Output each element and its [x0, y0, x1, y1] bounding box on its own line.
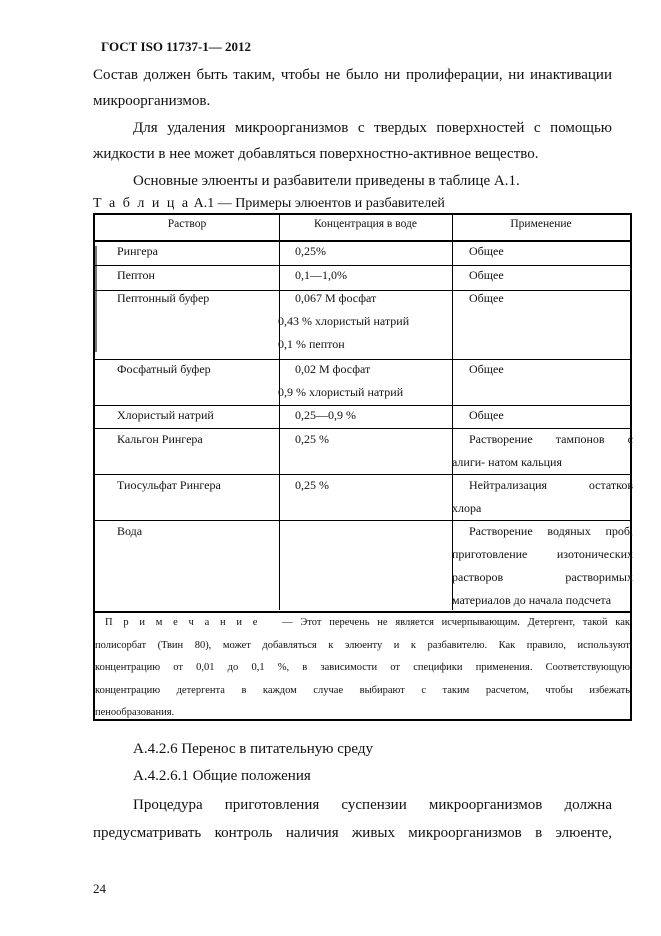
cell-solution: Пептонный буфер: [117, 291, 210, 305]
paragraph-removal-line1: Для удаления микроорганизмов с твердых поверхностей с помощью: [133, 120, 612, 136]
section-heading-transfer: А.4.2.6 Перенос в питательную среду: [133, 741, 373, 757]
cell-solution: Рингера: [117, 244, 158, 258]
column-header-use: Применение: [510, 218, 572, 230]
header-rule: [95, 240, 630, 242]
row-rule: [95, 265, 630, 266]
cell-use: Растворение тампонов с: [469, 432, 633, 446]
cell-concentration: 0,43 % хлористый натрий: [278, 314, 410, 328]
page-number: 24: [93, 881, 106, 896]
paragraph-removal-line2: жидкости в нее может добавляться поверхностно-активное вещество.: [93, 146, 539, 162]
cell-concentration: 0,25—0,9 %: [295, 408, 356, 422]
paragraph-composition-line2: микроорганизмов.: [93, 93, 211, 109]
cell-use: растворов растворимых: [452, 570, 633, 584]
eluents-table: [93, 213, 632, 721]
note-line: концентрацию детергента в каждом случае выбирают с таким расчетом, чтобы избежать: [95, 684, 630, 696]
note-line: концентрацию от 0,01 до 0,1 %, в зависимости от специфики применения. Соответствующую: [95, 662, 630, 673]
cell-concentration: 0,1—1,0%: [295, 268, 347, 282]
note-line: [95, 612, 630, 635]
cell-use: материалов до начала подсчета: [452, 593, 612, 607]
note-line: пенообразования.: [95, 707, 175, 718]
cell-concentration: 0,1 % пептон: [278, 337, 345, 351]
cell-use: Растворение водяных проб,: [469, 524, 633, 538]
cell-use: приготовление изотонических: [452, 547, 633, 561]
note-text: — Этот перечень не является исчерпывающим. Детергент, такой как: [282, 617, 630, 628]
column-header-concentration: Концентрация в воде: [314, 218, 417, 230]
note-label: П р и м е ч а н и е: [105, 617, 259, 628]
cell-use: Общее: [469, 408, 504, 422]
cell-use: алиги- натом кальция: [452, 455, 562, 469]
cell-concentration: 0,25 %: [295, 478, 329, 492]
section-heading-general: А.4.2.6.1 Общие положения: [133, 768, 311, 784]
paragraph-composition-line1: Состав должен быть таким, чтобы не было ни пролиферации, ни инактивации: [93, 67, 612, 83]
cell-use: хлора: [452, 501, 482, 515]
column-header-solution: Раствор: [167, 218, 207, 230]
table-caption: [93, 196, 445, 212]
document-header: ГОСТ ISO 11737-1— 2012: [101, 39, 252, 54]
cell-concentration: 0,067 М фосфат: [295, 291, 377, 305]
cell-use: Общее: [469, 268, 504, 282]
cell-solution: Кальгон Рингера: [117, 432, 203, 446]
paragraph-procedure-line1: Процедура приготовления суспензии микроорганизмов должна: [133, 797, 612, 813]
cell-solution: Вода: [117, 524, 143, 538]
column-divider: [279, 215, 280, 610]
cell-concentration: 0,02 М фосфат: [295, 362, 371, 376]
table-note: [95, 612, 630, 725]
row-stub-marker: [95, 246, 97, 352]
cell-use: Нейтрализация остатков: [469, 478, 633, 492]
cell-solution: Пептон: [117, 268, 155, 282]
cell-concentration: 0,25%: [295, 244, 326, 258]
table-caption-label: Т а б л и ц а: [93, 196, 191, 211]
cell-use: Общее: [469, 244, 504, 258]
cell-concentration: 0,25 %: [295, 432, 329, 446]
cell-concentration: 0,9 % хлористый натрий: [278, 385, 404, 399]
note-line: полисорбат (Твин 80), может добавляться к элюенту и к разбавителю. Как правило, используют: [95, 639, 630, 651]
cell-use: Общее: [469, 291, 504, 305]
cell-solution: Хлористый натрий: [117, 408, 214, 422]
cell-use: Общее: [469, 362, 504, 376]
cell-solution: Тиосульфат Рингера: [117, 478, 221, 492]
paragraph-procedure-line2: предусматривать контроль наличия живых микроорганизмов в элюенте,: [93, 825, 612, 841]
paragraph-table-reference: Основные элюенты и разбавители приведены в таблице А.1.: [133, 173, 520, 189]
table-caption-text: А.1 — Примеры элюентов и разбавителей: [193, 196, 445, 211]
cell-solution: Фосфатный буфер: [117, 362, 211, 376]
